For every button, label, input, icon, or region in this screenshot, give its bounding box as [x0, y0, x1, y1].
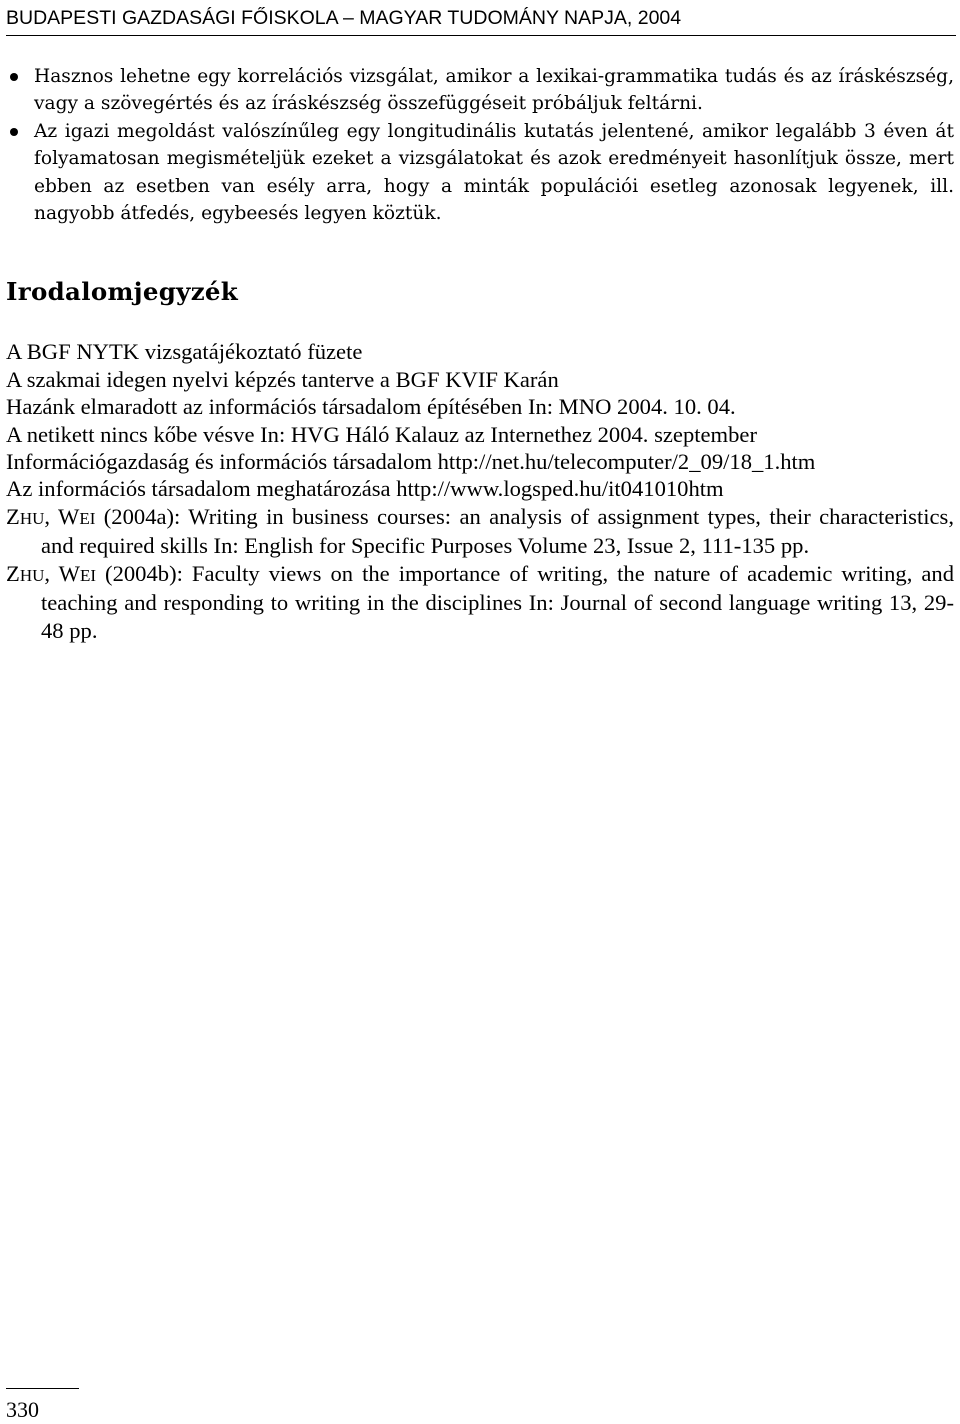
author-smallcaps: HU — [19, 565, 45, 585]
bullet-icon — [10, 73, 18, 81]
author-smallcaps: EI — [79, 565, 97, 585]
author-initial: Z — [6, 503, 20, 529]
reference-item: A BGF NYTK vizsgatájékoztató füzete — [6, 339, 363, 365]
reference-item: Információgazdaság és információs társadalom http://net.hu/telecomputer/2_09/18_1.htm — [6, 449, 816, 475]
author-separator: , — [44, 503, 59, 529]
bibliography-heading: Irodalomjegyzék — [6, 277, 239, 307]
bullet-item — [6, 118, 954, 228]
page-content — [6, 63, 954, 644]
author-initial: W — [58, 560, 80, 586]
bullet-icon — [10, 128, 18, 136]
bullet-text: Az igazi megoldást valószínűleg egy longitudinális kutatás jelentené, amikor legalább 3 éven át folyamatosan megismételjük ezeket a vizsgálatokat és azok eredményeit hasonlítjuk össze, mert ebben az esetben van esély arra, hogy a minták populációi esetleg azonosak legyenek, ill. nagyobb átfedés, egybeesés legyen köztük. — [34, 120, 954, 225]
reference-body: (2004a): Writing in business courses: an analysis of assignment types, their characteristics, and required skills In: English for Specific Purposes Volume 23, Issue 2, 111-135 pp. — [41, 503, 954, 559]
author-initial: W — [58, 503, 80, 529]
author-smallcaps: EI — [79, 508, 96, 528]
reference-item — [6, 560, 954, 644]
author-separator: , — [44, 560, 59, 586]
reference-body: (2004b): Faculty views on the importance of writing, the nature of academic writing, and teaching and responding to writing in the disciplines In: Journal of second language writing 13, 29-48 pp. — [41, 560, 954, 643]
page-footer — [6, 1388, 79, 1424]
author-smallcaps: HU — [19, 508, 45, 528]
bullet-item — [6, 63, 954, 118]
running-header: BUDAPESTI GAZDASÁGI FŐISKOLA – MAGYAR TUDOMÁNY NAPJA, 2004 — [6, 6, 956, 36]
reference-item: Az információs társadalom meghatározása http://www.logsped.hu/it041010htm — [6, 476, 724, 502]
reference-item: Hazánk elmaradott az információs társadalom építésében In: MNO 2004. 10. 04. — [6, 394, 736, 420]
reference-list — [6, 338, 954, 643]
reference-item: A netikett nincs kőbe vésve In: HVG Háló Kalauz az Internethez 2004. szeptember — [6, 421, 757, 447]
page-number: 330 — [6, 1397, 39, 1422]
bullet-text: Hasznos lehetne egy korrelációs vizsgálat, amikor a lexikai-grammatika tudás és az íráskészség, vagy a szövegértés és az íráskészség összefüggéseit próbáljuk feltárni. — [34, 66, 954, 115]
reference-item: A szakmai idegen nyelvi képzés tanterve a BGF KVIF Karán — [6, 366, 559, 392]
reference-item — [6, 503, 954, 560]
author-initial: Z — [6, 560, 20, 586]
bullet-list — [6, 63, 954, 227]
